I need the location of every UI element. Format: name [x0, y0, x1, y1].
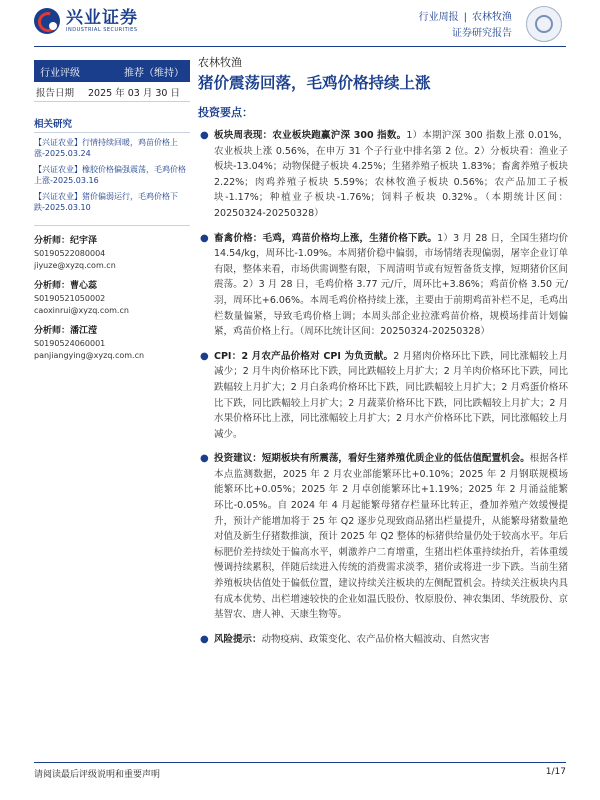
analyst — [34, 234, 190, 272]
analyst-name: 分析师：纪宇泽 — [34, 236, 98, 246]
related-research-item[interactable]: 【兴证农业】猪价偏弱运行，毛鸡价格下跌-2025.03.10 — [34, 192, 178, 212]
point-lead: 投资建议：短期板块有所震荡，看好生猪养殖优质企业的低估值配置机会。 — [214, 453, 530, 465]
point-lead: CPI：2 月农产品价格对 CPI 为负贡献。 — [214, 350, 394, 362]
analyst-cert-id: S0190522080004 — [34, 249, 106, 258]
analyst — [34, 324, 190, 362]
left-sidebar — [34, 60, 190, 369]
analyst-email[interactable]: caoxinrui@xyzq.com.cn — [34, 306, 129, 315]
bullet-icon: ● — [200, 130, 209, 141]
report-category: 农林牧渔 — [198, 56, 242, 69]
report-series: 证券研究报告 — [452, 28, 512, 39]
point-body: 1）3 月 28 日，全国生猪均价 14.54/kg，周环比-1.09%。本周猪价稳中偏弱，市场情绪表现偏弱，屠宰企业订单有限，整体来看，市场供需调整有限，下周清明节或有短暂备货支撑，短期猪价区间震荡。2）3 月 28 日，毛鸡价格 3.77 元/斤，周环比+3.86%；鸡苗价格 3.50 元/羽，周环比+6.06%。本周毛鸡价格持续上涨，主要由于前期鸡苗补栏不足，毛鸡出栏数量偏紧，导致毛鸡价格上调；本周头部企业拉涨鸡苗价格，规模场排苗计划偏紧，鸡苗价格上行。（周环比统计区间：20250324-20250328） — [214, 232, 568, 338]
point-body: 2 月猪肉价格环比下跌，同比涨幅较上月减少；2 月牛肉价格环比下跌，同比跌幅较上月扩大；2 月羊肉价格环比下跌，同比跌幅较上月扩大；2 月白条鸡价格环比下跌，同比跌幅较上月扩大；2 月鸡蛋价格环比下跌，同比跌幅较上月扩大；2 月蔬菜价格环比下跌，同比跌幅较上月扩大；2 月水果价格环比上涨，同比涨幅较上月扩大；2 月水产价格环比下跌，同比涨幅较上月减少。 — [214, 350, 568, 440]
company-logo — [34, 8, 138, 34]
logo-mark-icon — [34, 8, 60, 34]
point-lead: 板块周表现：农业板块跑赢沪深 300 指数。 — [214, 130, 407, 141]
point-sector-performance — [198, 128, 568, 222]
analyst-name: 分析师：曹心蕊 — [34, 281, 98, 291]
analyst-list — [34, 225, 190, 362]
bullet-icon: ● — [200, 232, 209, 244]
bullet-icon: ● — [200, 350, 209, 362]
logo-name-cn: 兴业证券 — [66, 7, 138, 28]
header-meta: 行业周报 | 农林牧渔 证券研究报告 — [419, 10, 512, 42]
point-cpi — [198, 349, 568, 443]
investment-points — [198, 128, 568, 647]
date-value: 2025 年 03 月 30 日 — [88, 87, 180, 99]
main-content — [198, 56, 568, 656]
industry-label: 农林牧渔 — [472, 12, 512, 23]
analyst-cert-id: S0190521050002 — [34, 294, 106, 303]
point-body: 1）本期沪深 300 指数上涨 0.01%，农业板块上涨 0.56%，在申万 31 个子行业中排名第 2 位。2）分板块看：渔业子板块-13.04%；动物保健子板块 4.25%；生猪养殖子板块 1.83%；畜禽养殖子板块 2.22%；肉鸡养殖子板块 5.59%；农林牧渔子板块 0.56%；农产品加工子板块-1.17%；种植业子板块-1.76%；饲料子板块 0.32%。（本期统计区间：20250324-20250328） — [214, 130, 568, 219]
footer-divider — [34, 762, 566, 763]
bullet-icon: ● — [200, 453, 209, 465]
industry-rating — [34, 60, 190, 82]
analyst-name: 分析师：潘江滢 — [34, 326, 98, 336]
page-title: 猪价震荡回落，毛鸡价格持续上涨 — [198, 74, 431, 92]
point-risk-warning — [198, 632, 568, 648]
analyst-cert-id: S0190524060001 — [34, 339, 106, 348]
point-livestock-prices — [198, 231, 568, 340]
footer-disclaimer[interactable]: 请阅读最后评级说明和重要声明 — [34, 770, 161, 780]
related-research-title: 相关研究 — [34, 116, 190, 133]
logo-name-en: INDUSTRIAL SECURITIES — [66, 26, 138, 33]
report-type: 行业周报 — [418, 12, 459, 23]
rating-value: 推荐（维持） — [124, 67, 184, 79]
header-divider — [34, 46, 566, 47]
related-research-item[interactable]: 【兴证农业】行情持续回暖，鸡苗价格上涨-2025.03.24 — [34, 138, 178, 158]
point-body: 根据各样本点监测数据，2025 年 2 月农业部能繁环比+0.10%；2025 年 2 月钢联规模场能繁环比+0.05%；2025 年 2 月卓创能繁环比+1.19%；2025 年 2 月涌益能繁环比-0.05%。自 2024 年 4 月起能繁母猪存栏量环比转正，叠加养殖产效缓慢提升，预计产能增加将于 25 年 Q2 逐步兑现致商品猪出栏量提升，从能繁母猪数量绝对值及新生仔猪数推演，预计 2025 年 Q2 整体的标猪供给量仍处于较高水平。年后标肥价差持续处于偏高水平，刺激养户二育增重，生猪出栏体重持续抬升，若体重缓慢调持续累积，伴随后续进入传统的消费需求淡季，猪价或将进一步下跌。当前生猪养殖板块估值处于偏低位置，建议持续关注板块的左侧配置机会。持续关注板块内具有成本优势、出栏增速较快的企业如温氏股份、牧原股份、神农集团、华统股份、京基智农、唐人神、天康生物等。 — [214, 453, 568, 621]
point-investment-advice — [198, 451, 568, 623]
investment-highlights-heading: 投资要点： — [198, 106, 253, 119]
point-lead: 畜禽价格：毛鸡，鸡苗价格均上涨，生猪价格下跌。 — [214, 232, 438, 244]
report-date — [34, 82, 190, 102]
page-number: 1/17 — [545, 767, 566, 777]
analyst — [34, 279, 190, 317]
rating-label: 行业评级 — [40, 67, 80, 79]
seal-icon — [526, 6, 562, 42]
related-research-list — [34, 137, 190, 213]
point-body: 动物疫病、政策变化、农产品价格大幅波动、自然灾害 — [261, 633, 490, 645]
point-lead: 风险提示： — [214, 633, 262, 645]
related-research-item[interactable]: 【兴证农业】橡胶价格偏强震荡，毛鸡价格上涨-2025.03.16 — [34, 165, 186, 185]
analyst-email[interactable]: panjiangying@xyzq.com.cn — [34, 351, 145, 360]
analyst-email[interactable]: jiyuze@xyzq.com.cn — [34, 261, 116, 270]
date-label: 报告日期 — [36, 87, 75, 99]
bullet-icon: ● — [200, 633, 209, 645]
page-header — [0, 0, 600, 48]
